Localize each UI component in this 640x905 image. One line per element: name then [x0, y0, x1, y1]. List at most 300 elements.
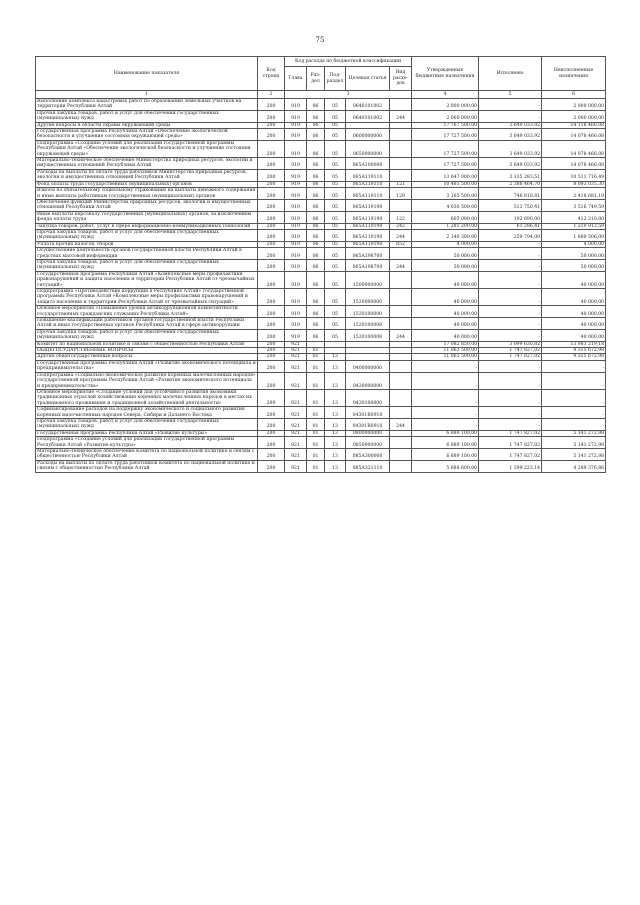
row-section: 06 [307, 229, 325, 241]
row-chapter: 919 [285, 110, 307, 122]
column-index: 5 [479, 91, 542, 99]
row-target-article: 0430100000 [346, 389, 390, 406]
row-target-article: 0430000000 [346, 372, 390, 389]
row-line-code: 200 [258, 372, 285, 389]
row-executed: - [479, 248, 542, 260]
row-approved: 1 281 200,00 [412, 223, 479, 229]
row-name: Прочая закупка товаров, работ и услуг для обеспечения государственных (муниципальных) нужд [36, 259, 258, 271]
row-subsection: 05 [325, 181, 346, 187]
row-line-code: 200 [258, 289, 285, 306]
row-expense-type [390, 271, 412, 288]
row-subsection: 13 [325, 437, 346, 449]
row-expense-type: 121 [390, 181, 412, 187]
row-chapter: 919 [285, 329, 307, 341]
row-chapter: 919 [285, 199, 307, 211]
row-unexecuted: 50 000,00 [542, 259, 606, 271]
row-approved: 5 688 600,00 [412, 460, 479, 472]
row-executed: 3 135 283,51 [479, 169, 542, 181]
row-expense-type [390, 199, 412, 211]
row-subsection: 05 [325, 271, 346, 288]
row-subsection: 13 [325, 460, 346, 472]
row-section: 06 [307, 318, 325, 330]
row-chapter: 919 [285, 318, 307, 330]
row-expense-type [390, 407, 412, 419]
row-chapter: 921 [285, 354, 307, 360]
row-executed: 1 747 827,02 [479, 437, 542, 449]
column-index: 6 [542, 91, 606, 99]
row-section: 06 [307, 122, 325, 128]
row-target-article: 1520100008 [346, 318, 390, 330]
header-target: Целевая статья [346, 67, 390, 91]
row-executed: 3 649 033,92 [479, 129, 542, 141]
row-section: 01 [307, 372, 325, 389]
row-line-code: 200 [258, 407, 285, 419]
row-executed: 513 750,41 [479, 199, 542, 211]
row-section: 06 [307, 223, 325, 229]
row-name: Расходы на выплаты по оплате труда работников Министерства природных ресурсов, экологии и имущественных отношений Республики Алтай [36, 169, 258, 181]
row-chapter: 919 [285, 129, 307, 141]
row-target-article: 065А100000 [346, 158, 390, 170]
table-row [36, 448, 606, 460]
row-subsection: 13 [325, 430, 346, 436]
row-expense-type: 852 [390, 241, 412, 247]
row-chapter: 919 [285, 158, 307, 170]
row-expense-type [390, 289, 412, 306]
table-row [36, 389, 606, 406]
row-approved: 17 727 500,00 [412, 129, 479, 141]
row-section: 06 [307, 140, 325, 157]
row-executed: - [479, 289, 542, 306]
row-section: 06 [307, 181, 325, 187]
row-target-article: 0640101002 [346, 110, 390, 122]
row-target-article: 065А198700 [346, 248, 390, 260]
row-target-article: 085А321110 [346, 460, 390, 472]
row-approved: 40 000,00 [412, 329, 479, 341]
row-executed: 192 690,00 [479, 211, 542, 223]
row-subsection: 13 [325, 354, 346, 360]
row-name: Государственная программа Республики Алтай «Комплексные меры профилактики правонарушений и защита населения и территории Республики Алтай от чрезвычайных ситуаций» [36, 271, 258, 288]
row-executed: - [479, 372, 542, 389]
row-expense-type: 129 [390, 188, 412, 200]
budget-execution-table [35, 56, 606, 473]
row-approved: 17 082 850,00 [412, 341, 479, 347]
table-row [36, 372, 606, 389]
row-target-article: 065А119190 [346, 241, 390, 247]
row-chapter: 919 [285, 140, 307, 157]
row-executed: 1 399 223,14 [479, 460, 542, 472]
table-row [36, 248, 606, 260]
table-row [36, 407, 606, 419]
row-approved: 2 140 300,00 [412, 229, 479, 241]
row-line-code: 200 [258, 158, 285, 170]
row-subsection: 05 [325, 229, 346, 241]
row-executed: - [479, 418, 542, 430]
row-expense-type: 122 [390, 211, 412, 223]
row-target-article: 065А119190 [346, 211, 390, 223]
row-target-article: 1520100008 [346, 329, 390, 341]
row-chapter: 919 [285, 306, 307, 318]
row-executed: - [479, 259, 542, 271]
row-unexecuted: 2 418 681,19 [542, 188, 606, 200]
row-name: Прочая закупка товаров, работ и услуг для обеспечения государственных (муниципальных) нужд [36, 110, 258, 122]
row-name: Прочая закупка товаров, работ и услуг для обеспечения государственных (муниципальных) нужд [36, 229, 258, 241]
row-subsection: 05 [325, 199, 346, 211]
row-name: Уплата прочих налогов, сборов [36, 241, 258, 247]
row-line-code: 200 [258, 129, 285, 141]
row-unexecuted: 40 000,00 [542, 318, 606, 330]
row-subsection: 05 [325, 223, 346, 229]
row-line-code: 200 [258, 229, 285, 241]
row-name: Основное мероприятие «Создание условий для устойчивого развития экономики традиционных отраслей хозяйствования коренных малочисленных народов в местах их традиционного проживания и традиционной хозяйственной деятельности» [36, 389, 258, 406]
row-executed: 61 286,41 [479, 223, 542, 229]
row-unexecuted: 14 078 466,08 [542, 129, 606, 141]
row-section: 06 [307, 199, 325, 211]
row-name: Обеспечение функций Министерства природных ресурсов, экологии и имущественных отношений Республики Алтай [36, 199, 258, 211]
row-section: 06 [307, 211, 325, 223]
row-chapter: 921 [285, 418, 307, 430]
row-target-article: 1520000000 [346, 289, 390, 306]
row-executed: 259 794,00 [479, 229, 542, 241]
row-line-code: 200 [258, 140, 285, 157]
row-approved: 17 727 500,00 [412, 140, 479, 157]
row-chapter: 919 [285, 188, 307, 200]
row-chapter: 919 [285, 223, 307, 229]
row-unexecuted: - [542, 418, 606, 430]
row-expense-type: 244 [390, 229, 412, 241]
row-expense-type [390, 158, 412, 170]
row-name: Закупка товаров, работ, услуг в сфере информационно-коммуникационных технологий [36, 223, 258, 229]
row-section: 06 [307, 129, 325, 141]
row-target-article: 04301R0910 [346, 407, 390, 419]
row-executed: 1 747 827,02 [479, 430, 542, 436]
row-approved: 17 727 500,00 [412, 158, 479, 170]
row-unexecuted: 5 141 272,98 [542, 448, 606, 460]
row-unexecuted: 2 000 000,00 [542, 99, 606, 111]
row-target-article: 065А119190 [346, 223, 390, 229]
row-section: 06 [307, 329, 325, 341]
table-row [36, 329, 606, 341]
table-row [36, 318, 606, 330]
header-expense-type: Вид расхо-дов [390, 67, 412, 91]
row-unexecuted: 14 078 466,08 [542, 140, 606, 157]
row-chapter: 921 [285, 430, 307, 436]
row-name: Подпрограмма «Противодействие коррупции в Республике Алтай» государственной программы Республики Алтай «Комплексные меры профилактики правонарушений и защита населения и территории Республики Алтай от чрезвычайных ситуаций» [36, 289, 258, 306]
row-chapter: 919 [285, 211, 307, 223]
row-expense-type [390, 306, 412, 318]
row-unexecuted: 3 516 749,59 [542, 199, 606, 211]
row-subsection: 05 [325, 306, 346, 318]
row-chapter: 921 [285, 372, 307, 389]
row-unexecuted: 2 000 000,00 [542, 110, 606, 122]
row-line-code: 200 [258, 389, 285, 406]
row-line-code: 200 [258, 306, 285, 318]
row-name: Государственная программа Республики Алтай «Обеспечение экологической безопасности и улучшение состояния окружающей среды» [36, 129, 258, 141]
row-executed: 3 099 630,82 [479, 341, 542, 347]
row-chapter: 919 [285, 229, 307, 241]
row-subsection: 13 [325, 360, 346, 372]
table-row [36, 211, 606, 223]
row-name: Основное мероприятие «Повышение уровня антикоррупционной компетентности государственных гражданских служащих Республики Алтай» [36, 306, 258, 318]
row-approved: - [412, 418, 479, 430]
row-line-code: 200 [258, 248, 285, 260]
row-chapter: 919 [285, 289, 307, 306]
row-subsection: 05 [325, 318, 346, 330]
row-unexecuted: - [542, 389, 606, 406]
row-approved: 17 767 500,00 [412, 122, 479, 128]
row-line-code: 200 [258, 329, 285, 341]
row-approved: - [412, 360, 479, 372]
row-chapter: 921 [285, 448, 307, 460]
row-expense-type: 244 [390, 259, 412, 271]
row-unexecuted: 1 219 913,59 [542, 223, 606, 229]
row-unexecuted: 9 315 672,98 [542, 354, 606, 360]
row-section: 01 [307, 448, 325, 460]
row-executed: - [479, 110, 542, 122]
row-expense-type: 244 [390, 418, 412, 430]
row-expense-type [390, 448, 412, 460]
table-row [36, 289, 606, 306]
row-section: 06 [307, 188, 325, 200]
row-target-article: 0800000000 [346, 430, 390, 436]
row-subsection: 13 [325, 448, 346, 460]
row-executed: - [479, 318, 542, 330]
row-name: Государственная программа Республики Алтай «Развитие культуры» [36, 430, 258, 436]
row-subsection: 05 [325, 289, 346, 306]
row-line-code: 200 [258, 448, 285, 460]
row-name: Подпрограмма «Создание условий для реализации государственной программы Республики Алтай «Развитие культуры» [36, 437, 258, 449]
row-line-code: 200 [258, 437, 285, 449]
row-section: 01 [307, 437, 325, 449]
row-chapter: 921 [285, 341, 307, 347]
table-row [36, 437, 606, 449]
row-unexecuted: 50 000,00 [542, 248, 606, 260]
row-name: Иные выплаты персоналу государственных (муниципальных) органов, за исключением фонда оплаты труда [36, 211, 258, 223]
table-row [36, 140, 606, 157]
row-executed: 746 818,81 [479, 188, 542, 200]
row-approved: - [412, 389, 479, 406]
header-name: Наименование показателя [36, 57, 258, 91]
row-approved: 4 000,00 [412, 241, 479, 247]
row-subsection: 05 [325, 211, 346, 223]
row-executed: - [479, 271, 542, 288]
row-subsection: 13 [325, 372, 346, 389]
row-target-article: 0640101002 [346, 99, 390, 111]
row-line-code: 200 [258, 199, 285, 211]
table-row [36, 199, 606, 211]
row-name: Подпрограмма «Создание условий для реализации государственной программы Республики Алтай «Обеспечение экологической безопасности и улучшение состояния окружающей среды» [36, 140, 258, 157]
row-name: Материально-техническое обеспечение Комитета по национальной политике и связям с общественностью Республики Алтай [36, 448, 258, 460]
row-line-code: 200 [258, 271, 285, 288]
row-approved: 10 481 500,00 [412, 181, 479, 187]
row-line-code: 200 [258, 169, 285, 181]
row-name: Прочая закупка товаров, работ и услуг для обеспечения государственных (муниципальных) нужд [36, 329, 258, 341]
row-target-article: 0650000000 [346, 140, 390, 157]
table-row [36, 360, 606, 372]
row-approved: 50 000,00 [412, 248, 479, 260]
row-chapter: 919 [285, 271, 307, 288]
row-line-code: 200 [258, 99, 285, 111]
row-section: 06 [307, 289, 325, 306]
row-unexecuted: 10 511 716,49 [542, 169, 606, 181]
row-subsection: 05 [325, 129, 346, 141]
row-unexecuted: 4 000,00 [542, 241, 606, 247]
row-section: 01 [307, 418, 325, 430]
row-executed: 2 388 464,70 [479, 181, 542, 187]
row-approved: 2 000 000,00 [412, 99, 479, 111]
row-subsection: 05 [325, 259, 346, 271]
row-unexecuted: - [542, 407, 606, 419]
row-subsection: 13 [325, 407, 346, 419]
row-approved: 2 000 000,00 [412, 110, 479, 122]
row-section: 06 [307, 259, 325, 271]
table-row [36, 229, 606, 241]
row-expense-type [390, 389, 412, 406]
row-target-article: 065А198700 [346, 259, 390, 271]
row-name: Фонд оплаты труда государственных (муниципальных) органов [36, 181, 258, 187]
row-section: 06 [307, 241, 325, 247]
header-chapter: Глава [285, 67, 307, 91]
column-index: 2 [258, 91, 285, 99]
row-approved: 50 000,00 [412, 259, 479, 271]
row-section: 06 [307, 271, 325, 288]
row-target-article: 0400000000 [346, 360, 390, 372]
row-expense-type [390, 318, 412, 330]
row-subsection: 05 [325, 169, 346, 181]
row-expense-type [390, 460, 412, 472]
row-line-code: 200 [258, 223, 285, 229]
row-subsection: 05 [325, 99, 346, 111]
table-row [36, 418, 606, 430]
row-executed: - [479, 389, 542, 406]
row-subsection: 05 [325, 248, 346, 260]
row-target-article: 1500000000 [346, 271, 390, 288]
row-chapter: 919 [285, 99, 307, 111]
row-executed: 1 747 827,02 [479, 348, 542, 354]
row-target-article: 065А119190 [346, 229, 390, 241]
row-subsection: 05 [325, 140, 346, 157]
row-unexecuted: 5 141 272,98 [542, 437, 606, 449]
row-approved: - [412, 407, 479, 419]
row-executed: - [479, 329, 542, 341]
row-line-code: 200 [258, 460, 285, 472]
row-unexecuted: 40 000,00 [542, 306, 606, 318]
row-name: Повышение квалификации работников органов государственной власти Республики Алтай и иных государственных органов Республики Алтай в сфере антикоррупции [36, 318, 258, 330]
row-unexecuted: 1 880 506,00 [542, 229, 606, 241]
row-chapter: 921 [285, 360, 307, 372]
header-approved: Утвержденные бюджетные назначения [412, 57, 479, 91]
row-name: Выполнение комплекса кадастровых работ по образованию земельных участков на территории Республики Алтай [36, 99, 258, 111]
table-row [36, 188, 606, 200]
row-section: 01 [307, 389, 325, 406]
row-expense-type: 244 [390, 329, 412, 341]
header-unexecuted: Неисполненные назначения [542, 57, 606, 91]
row-line-code: 200 [258, 122, 285, 128]
row-approved: 11 063 500,00 [412, 348, 479, 354]
row-unexecuted: 5 141 272,98 [542, 430, 606, 436]
row-approved: 3 165 500,00 [412, 188, 479, 200]
row-chapter: 921 [285, 460, 307, 472]
row-expense-type: 242 [390, 223, 412, 229]
row-section: 06 [307, 110, 325, 122]
row-executed: - [479, 99, 542, 111]
row-section: 06 [307, 158, 325, 170]
table-row [36, 306, 606, 318]
row-approved: - [412, 372, 479, 389]
row-unexecuted: 40 000,00 [542, 271, 606, 288]
row-name: Другие вопросы в области охраны окружающей среды [36, 122, 258, 128]
row-approved: 4 030 500,00 [412, 199, 479, 211]
row-subsection: 05 [325, 122, 346, 128]
row-expense-type [390, 248, 412, 260]
row-approved: 605 000,00 [412, 211, 479, 223]
row-chapter: 921 [285, 389, 307, 406]
row-name: Государственная программа Республики Алтай «Развитие экономического потенциала и предпринимательства» [37, 360, 256, 372]
row-unexecuted: 40 000,00 [542, 329, 606, 341]
row-line-code: 200 [258, 360, 285, 372]
row-expense-type [390, 437, 412, 449]
row-approved: 40 000,00 [412, 289, 479, 306]
row-target-article: 065А119110 [346, 188, 390, 200]
row-chapter: 921 [285, 348, 307, 354]
table-row [36, 110, 606, 122]
row-chapter: 919 [285, 181, 307, 187]
row-subsection: 05 [325, 241, 346, 247]
row-name: ОБЩЕГОСУДАРСТВЕННЫЕ ВОПРОСЫ [36, 348, 258, 354]
row-unexecuted: 14 078 466,08 [542, 158, 606, 170]
row-unexecuted: 14 118 466,08 [542, 122, 606, 128]
row-expense-type: 244 [390, 110, 412, 122]
table-row [36, 460, 606, 472]
row-name: Другие общегосударственные вопросы [36, 354, 258, 360]
row-executed: 1 747 827,02 [479, 354, 542, 360]
row-name: Взносы по обязательному социальному страхованию на выплаты денежного содержания и иные выплаты работникам государственных (муниципальных) органов [36, 188, 258, 200]
row-name: Подпрограмма «Социально-экономическое развитие коренных малочисленных народов» государственной программы Республики Алтай «Развитие экономического потенциала и предпринимательства» [37, 372, 256, 389]
row-chapter: 921 [285, 437, 307, 449]
row-approved: 40 000,00 [412, 306, 479, 318]
row-expense-type [390, 140, 412, 157]
row-approved: 40 000,00 [412, 271, 479, 288]
row-expense-type [390, 372, 412, 389]
column-index-row [36, 91, 606, 99]
row-target-article: 065А119190 [346, 199, 390, 211]
row-line-code: 200 [258, 110, 285, 122]
row-subsection: 05 [325, 188, 346, 200]
table-row [36, 129, 606, 141]
row-approved: 11 063 500,00 [412, 354, 479, 360]
row-chapter: 919 [285, 259, 307, 271]
row-approved: 40 000,00 [412, 318, 479, 330]
row-name: Расходы на выплаты по оплате труда работников Комитета по национальной политике и связям с общественностью Республики Алтай [36, 460, 258, 472]
row-chapter: 921 [285, 407, 307, 419]
row-section: 06 [307, 169, 325, 181]
header-section: Раз-дел [307, 67, 325, 91]
table-row [36, 259, 606, 271]
row-target-article: 0600000000 [346, 129, 390, 141]
row-chapter: 919 [285, 169, 307, 181]
row-expense-type [390, 169, 412, 181]
row-name: Софинансирование расходов на поддержку экономического и социального развития коренных малочисленных народов Севера, Сибири и Дальнего Востока [36, 407, 258, 419]
row-line-code: 200 [258, 430, 285, 436]
row-line-code: 200 [258, 354, 285, 360]
table-row [36, 158, 606, 170]
row-executed: 1 747 827,02 [479, 448, 542, 460]
row-executed: - [479, 241, 542, 247]
row-section: 06 [307, 306, 325, 318]
row-subsection: 05 [325, 110, 346, 122]
row-expense-type [390, 129, 412, 141]
header-classification: Код расхода по бюджетной классификации [285, 57, 412, 67]
row-line-code: 200 [258, 341, 285, 347]
